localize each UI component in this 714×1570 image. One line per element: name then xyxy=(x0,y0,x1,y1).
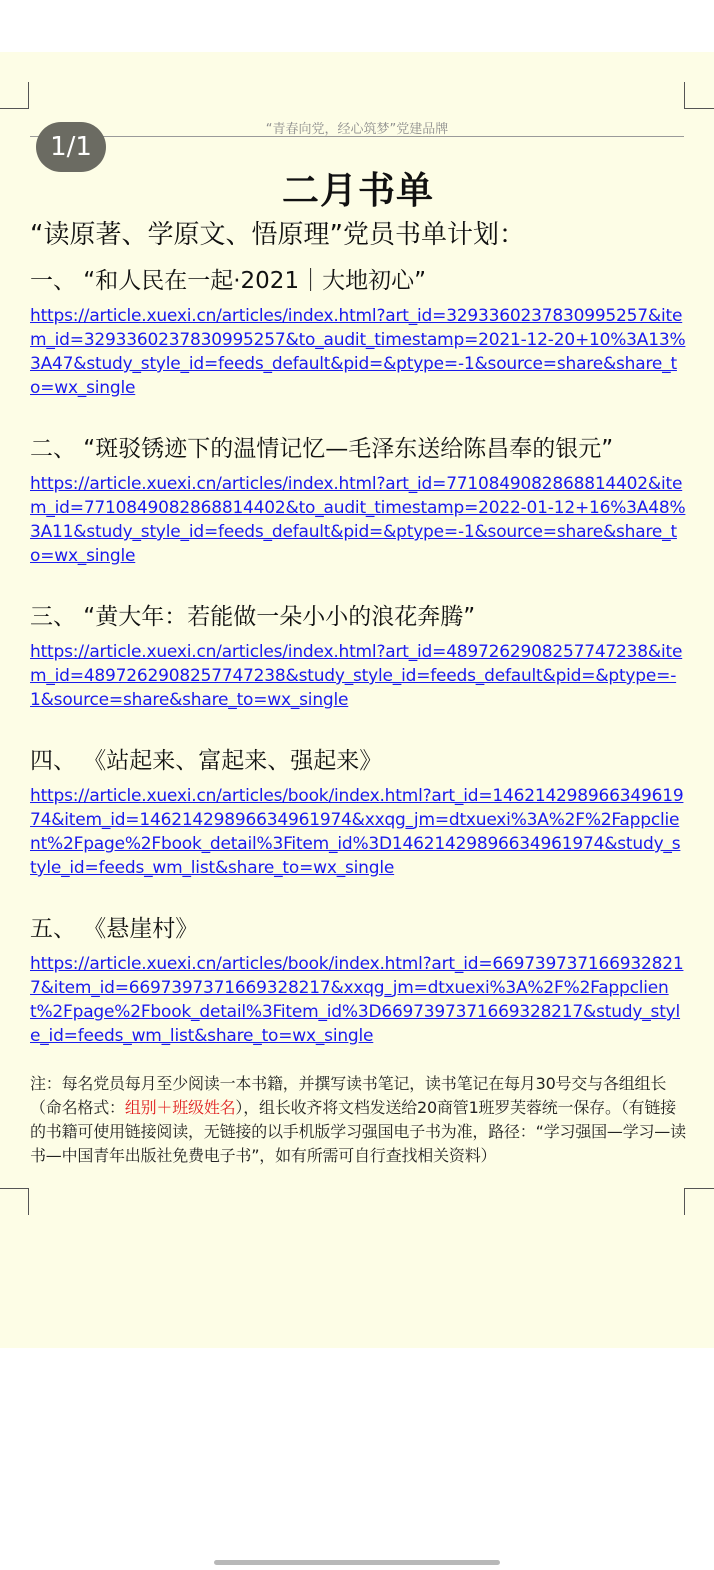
page-header-text: “青春向党，经心筑梦”党建品牌 xyxy=(265,122,449,137)
article-link[interactable]: https://article.xuexi.cn/articles/book/index.html?art_id=6697397371669328217&item_id=6697397371669328217&xxqg_jm=dtxuexi%3A%2F%2Fappclient%2Fpage%2Fbook_detail%3Fitem_id%3D6697397371669328217&study_style_id=feeds_wm_list&share_to=wx_single xyxy=(30,954,684,1046)
book-section xyxy=(30,264,686,400)
article-link[interactable]: https://article.xuexi.cn/articles/index.html?art_id=3293360237830995257&item_id=3293360237830995257&to_audit_timestamp=2021-12-20+10%3A13%3A47&study_style_id=feeds_default&pid=&ptype=-1&source=share&share_to=wx_single xyxy=(30,306,686,398)
book-section xyxy=(30,600,686,712)
book-section xyxy=(30,744,686,880)
header-rule xyxy=(30,136,684,137)
reading-note xyxy=(30,1072,686,1168)
home-indicator-bar[interactable] xyxy=(214,1560,500,1565)
crop-mark-bottom-right xyxy=(684,1188,714,1215)
article-link[interactable]: https://article.xuexi.cn/articles/index.html?art_id=4897262908257747238&item_id=4897262908257747238&study_style_id=feeds_default&pid=&ptype=-1&source=share&share_to=wx_single xyxy=(30,642,683,710)
book-section xyxy=(30,432,686,568)
note-text-continued: ），组长收齐将文档发送给20商管1班罗芙蓉统一保存。（有链接的书籍可使用链接阅读，无链接的以手机版学习强国电子书为准，路径：“学习强国—学习—读书—中国青年出版社免费电子书”，如有所需可自行查找相关资料） xyxy=(30,1098,686,1165)
book-section xyxy=(30,912,686,1048)
page-indicator: 1/1 xyxy=(36,122,106,172)
note-highlight: 组别＋班级姓名 xyxy=(124,1098,236,1117)
document-title: 二月书单 xyxy=(282,169,434,212)
crop-mark-top-left xyxy=(0,82,29,109)
article-link[interactable]: https://article.xuexi.cn/articles/index.html?art_id=7710849082868814402&item_id=7710849082868814402&to_audit_timestamp=2022-01-12+16%3A48%3A11&study_style_id=feeds_default&pid=&ptype=-1&source=share&share_to=wx_single xyxy=(30,474,686,566)
crop-mark-top-right xyxy=(684,82,714,109)
section-heading: 五、 《悬崖村》 xyxy=(30,916,199,942)
section-heading: 二、 “斑驳锈迹下的温情记忆—毛泽东送给陈昌奉的银元” xyxy=(30,436,614,462)
article-link[interactable]: https://article.xuexi.cn/articles/book/index.html?art_id=14621429896634961974&item_id=14621429896634961974&xxqg_jm=dtxuexi%3A%2F%2Fappclient%2Fpage%2Fbook_detail%3Fitem_id%3D14621429896634961974&study_style_id=feeds_wm_list&share_to=wx_single xyxy=(30,786,684,878)
note-text: 注：每名党员每月至少阅读一本书籍，并撰写读书笔记，读书笔记在每月30号交与各组组长（命名格式： xyxy=(30,1074,667,1117)
document-subtitle: “读原著、学原文、悟原理”党员书单计划： xyxy=(30,220,525,250)
section-heading: 一、 “和人民在一起·2021｜大地初心” xyxy=(30,268,426,294)
section-heading: 三、 “黄大年：若能做一朵小小的浪花奔腾” xyxy=(30,604,476,630)
crop-mark-bottom-left xyxy=(0,1188,29,1215)
section-heading: 四、 《站起来、富起来、强起来》 xyxy=(30,748,383,774)
